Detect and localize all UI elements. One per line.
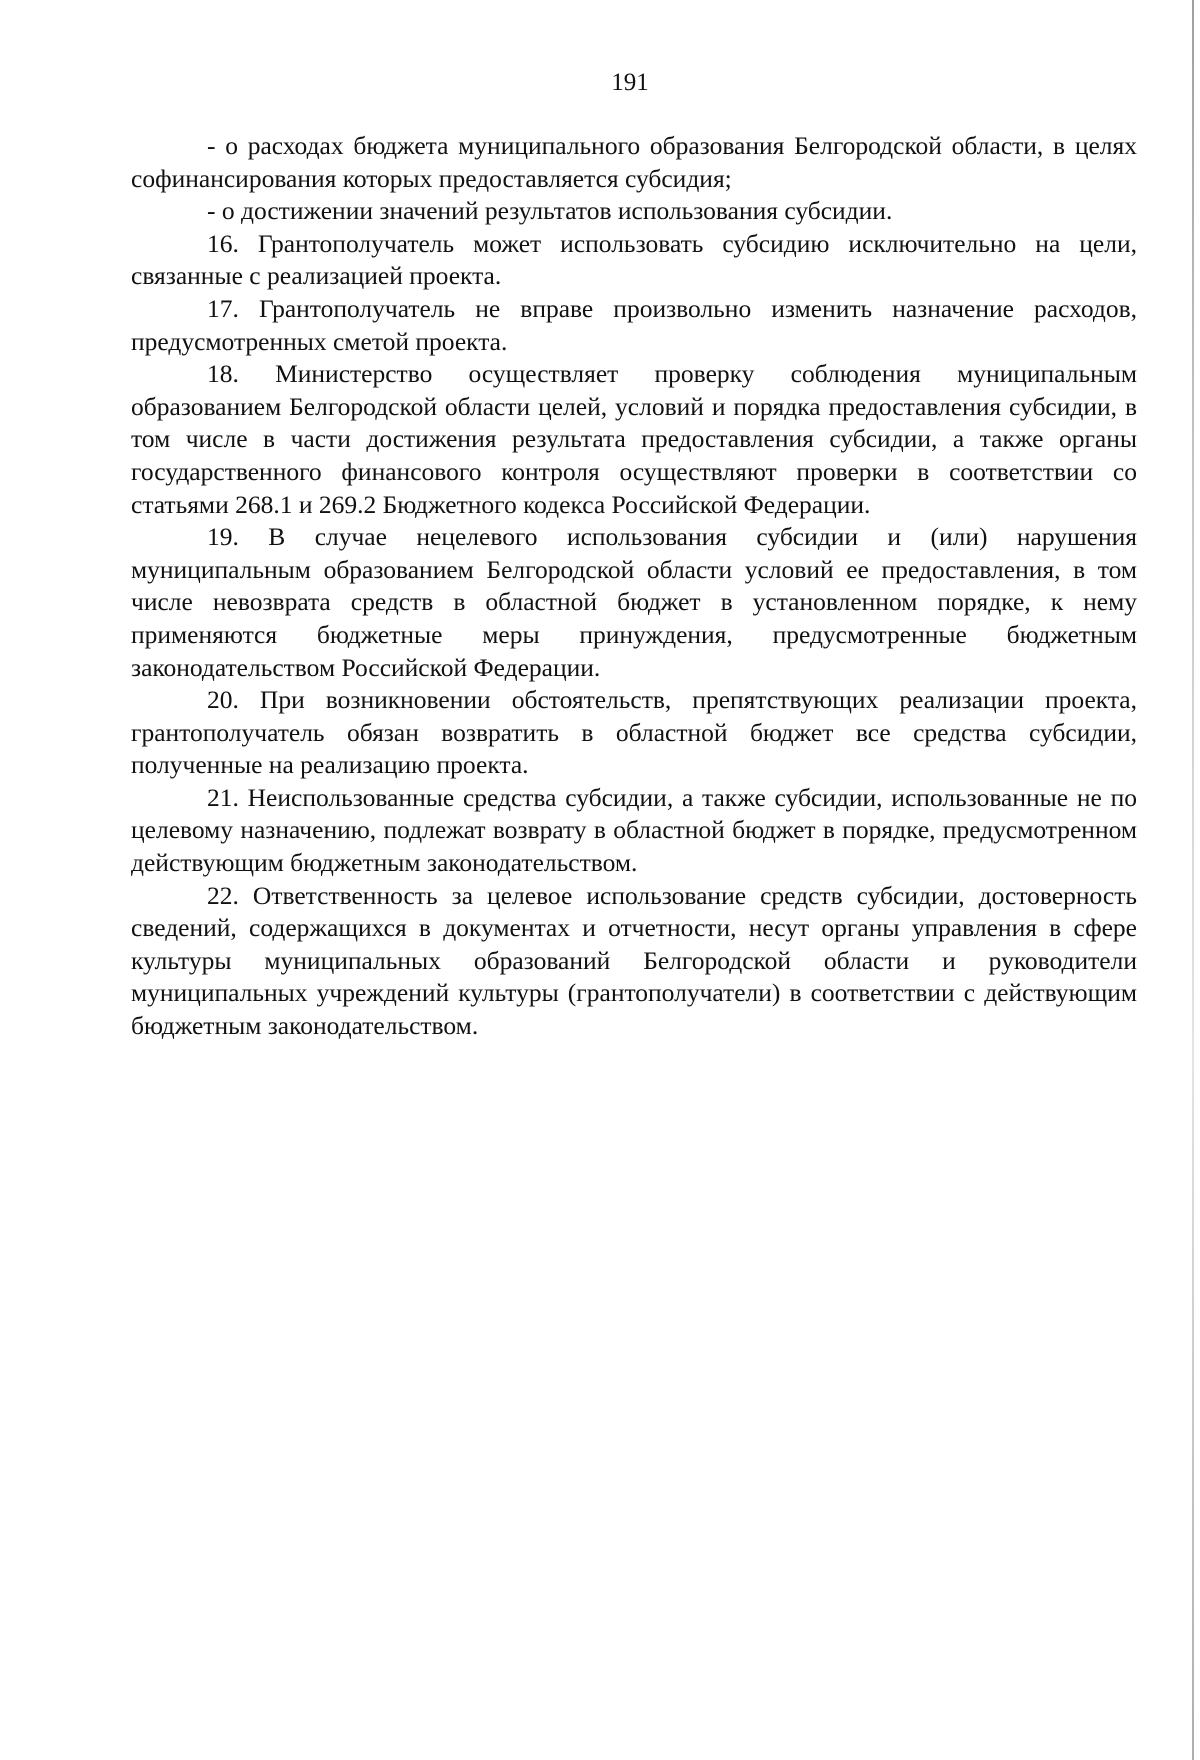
page-number: 191	[611, 69, 649, 96]
paragraph-20: 20. При возникновении обстоятельств, препятствующих реализации проекта, грантополучатель обязан возвратить в областной бюджет все средства субсидии, полученные на реализацию проекта.	[131, 685, 1137, 780]
paragraph-expenses-report: - о расходах бюджета муниципального образования Белгородской области, в целях софинансирования которых предоставляется субсидия;	[131, 131, 1137, 193]
paragraph-19: 19. В случае нецелевого использования субсидии и (или) нарушения муниципальным образованием Белгородской области условий ее предоставления, в том числе невозврата средств в областной бюджет в установленном порядке, к нему применяются бюджетные меры принуждения, предусмотренные бюджетным законодательством Российской Федерации.	[131, 522, 1137, 682]
paragraph-16: 16. Грантополучатель может использовать субсидию исключительно на цели, связанные с реализацией проекта.	[131, 228, 1137, 291]
document-body	[131, 130, 1137, 1043]
paragraph-results-report: - о достижении значений результатов использования субсидии.	[207, 196, 893, 226]
paragraph-22: 22. Ответственность за целевое использование средств субсидии, достоверность сведений, содержащихся в документах и отчетности, несут органы управления в сфере культуры муниципальных образований Белгородской области и руководители муниципальных учреждений культуры (грантополучатели) в соответствии с действующим бюджетным законодательством.	[131, 880, 1137, 1041]
scan-edge	[1192, 0, 1194, 1760]
paragraph-17: 17. Грантополучатель не вправе произвольно изменить назначение расходов, предусмотренных сметой проекта.	[131, 293, 1137, 356]
paragraph-21: 21. Неиспользованные средства субсидии, а также субсидии, использованные не по целевому назначению, подлежат возврату в областной бюджет в порядке, предусмотренном действующим бюджетным законодательством.	[131, 782, 1137, 878]
paragraph-18: 18. Министерство осуществляет проверку соблюдения муниципальным образованием Белгородской области целей, условий и порядка предоставления субсидии, в том числе в части достижения результата предоставления субсидии, а также органы государственного финансового контроля осуществляют проверки в соответствии со статьями 268.1 и 269.2 Бюджетного кодекса Российской Федерации.	[131, 359, 1137, 519]
